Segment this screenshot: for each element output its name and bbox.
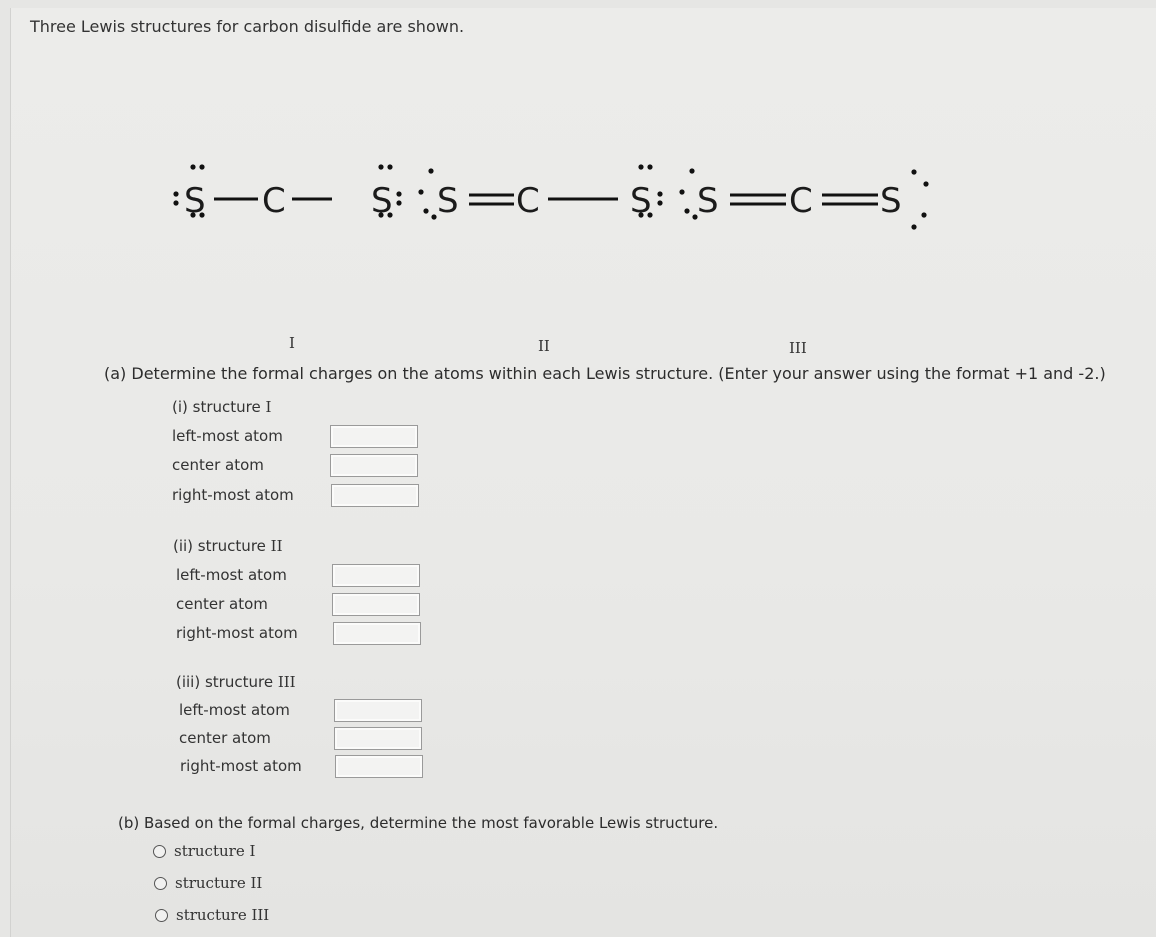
structure-2-center-atom-input[interactable] <box>332 593 420 616</box>
structure-label-1: I <box>289 334 295 352</box>
heading-roman: III <box>277 673 296 691</box>
lewis-structures-diagram <box>0 0 1156 300</box>
structure-1-left-label: left-most atom <box>172 427 283 445</box>
atom-c: C <box>516 181 540 221</box>
atom-s: S <box>437 181 459 221</box>
structure-3-right-label: right-most atom <box>180 757 302 775</box>
structure-3-left-atom-input[interactable] <box>334 699 422 722</box>
lewis-structure-1 <box>173 164 401 221</box>
heading-prefix: (iii) structure <box>176 673 278 691</box>
structure-1-left-atom-input[interactable] <box>330 425 418 448</box>
structure-1-center-label: center atom <box>172 456 264 474</box>
atom-c: C <box>262 181 286 221</box>
option-structure-3[interactable] <box>155 906 269 924</box>
structure-3-center-label: center atom <box>179 729 271 747</box>
part-a-prompt: (a) Determine the formal charges on the atoms within each Lewis structure. (Enter your answer using the format +1 and -2.) <box>104 364 1106 383</box>
structure-2-right-label: right-most atom <box>176 624 298 642</box>
heading-prefix: (ii) structure <box>173 537 271 555</box>
structure-label-3: III <box>789 339 807 357</box>
heading-roman: II <box>270 537 283 555</box>
lewis-structure-2 <box>418 164 662 221</box>
structure-3-center-atom-input[interactable] <box>334 727 422 750</box>
structure-1-heading <box>172 398 271 416</box>
option-label: structure III <box>176 906 270 924</box>
radio-button[interactable] <box>153 845 166 858</box>
structure-2-right-atom-input[interactable] <box>333 622 421 645</box>
structure-2-left-label: left-most atom <box>176 566 287 584</box>
structure-2-heading <box>173 537 283 555</box>
atom-s: S <box>880 181 902 221</box>
radio-button[interactable] <box>155 909 168 922</box>
structure-3-left-label: left-most atom <box>179 701 290 719</box>
structure-3-heading <box>176 673 296 691</box>
atom-s: S <box>371 181 393 221</box>
atom-s: S <box>630 181 652 221</box>
heading-prefix: (i) structure <box>172 398 266 416</box>
structure-1-right-label: right-most atom <box>172 486 294 504</box>
atom-s: S <box>697 181 719 221</box>
structure-2-center-label: center atom <box>176 595 268 613</box>
radio-button[interactable] <box>154 877 167 890</box>
option-label: structure I <box>174 842 256 860</box>
part-b-prompt: (b) Based on the formal charges, determine the most favorable Lewis structure. <box>118 814 719 832</box>
atom-c: C <box>789 181 813 221</box>
structure-2-left-atom-input[interactable] <box>332 564 420 587</box>
option-label: structure II <box>175 874 263 892</box>
option-structure-2[interactable] <box>154 874 262 892</box>
intro-text: Three Lewis structures for carbon disulfide are shown. <box>30 17 465 36</box>
structure-1-right-atom-input[interactable] <box>331 484 419 507</box>
option-structure-1[interactable] <box>153 842 255 860</box>
lewis-structure-3 <box>679 168 928 229</box>
heading-roman: I <box>265 398 272 416</box>
structure-3-right-atom-input[interactable] <box>335 755 423 778</box>
structure-label-2: II <box>538 337 550 355</box>
structure-1-center-atom-input[interactable] <box>330 454 418 477</box>
atom-s: S <box>184 181 206 221</box>
